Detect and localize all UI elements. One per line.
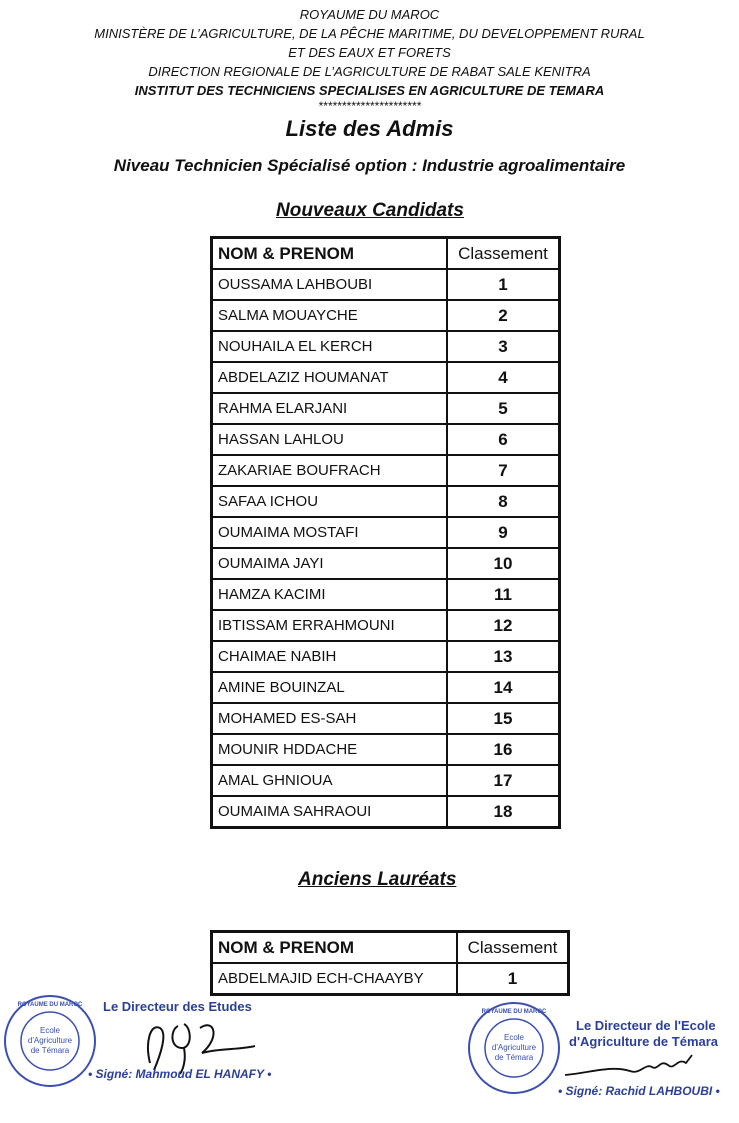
- new-candidates-table: [210, 236, 561, 829]
- stamp-center-line-2: d'Agriculture: [491, 1043, 537, 1052]
- student-rank: 13: [447, 641, 559, 672]
- student-rank: 11: [447, 579, 559, 610]
- student-name: OUSSAMA LAHBOUBI: [212, 269, 447, 300]
- stamp-center-line-2: d'Agriculture: [27, 1036, 73, 1045]
- right-signatory-title-2: d'Agriculture de Témara: [569, 1034, 719, 1049]
- table-row: [212, 765, 559, 796]
- letterhead: [0, 5, 739, 112]
- former-graduates-table: [210, 930, 570, 996]
- student-rank: 1: [447, 269, 559, 300]
- page-subtitle: Niveau Technicien Spécialisé option : Industrie agroalimentaire: [113, 156, 626, 175]
- table-row: [212, 424, 559, 455]
- right-signatory-title-1: Le Directeur de l'Ecole: [576, 1018, 716, 1033]
- left-signatory-title: Le Directeur des Etudes: [103, 999, 252, 1014]
- table-row: [212, 393, 559, 424]
- stamp-center-line-3: de Témara: [30, 1046, 70, 1055]
- table-row: [212, 362, 559, 393]
- student-name: OUMAIMA JAYI: [212, 548, 447, 579]
- student-rank: 4: [447, 362, 559, 393]
- table-row: [212, 455, 559, 486]
- left-signed-name-text: Signé: Mahmoud EL HANAFY: [95, 1067, 264, 1081]
- student-name: OUMAIMA MOSTAFI: [212, 517, 447, 548]
- student-rank: 18: [447, 796, 559, 827]
- stamp-top-text: ROYAUME DU MAROC: [17, 1002, 83, 1008]
- table-row: [212, 672, 559, 703]
- former-graduates-heading: Anciens Lauréats: [298, 869, 457, 890]
- student-name: SALMA MOUAYCHE: [212, 300, 447, 331]
- student-rank: 1: [457, 963, 568, 994]
- table-row: [212, 703, 559, 734]
- table-row: [212, 641, 559, 672]
- column-header-name: NOM & PRENOM: [212, 238, 447, 269]
- student-name: HAMZA KACIMI: [212, 579, 447, 610]
- stamp-top-text: ROYAUME DU MAROC: [481, 1009, 547, 1015]
- regional-direction-line: DIRECTION REGIONALE DE L’AGRICULTURE DE RABAT SALE KENITRA: [148, 64, 591, 79]
- table-row: [212, 734, 559, 765]
- stamp-center-line-1: Ecole: [503, 1033, 525, 1042]
- student-name: NOUHAILA EL KERCH: [212, 331, 447, 362]
- institute-line: INSTITUT DES TECHNICIENS SPECIALISES EN AGRICULTURE DE TEMARA: [134, 83, 605, 98]
- table-header-row: [212, 238, 559, 269]
- ministry-line: MINISTÈRE DE L’AGRICULTURE, DE LA PÊCHE MARITIME, DU DEVELOPPEMENT RURAL: [94, 26, 645, 41]
- page-title: Liste des Admis: [285, 116, 454, 141]
- student-name: ABDELMAJID ECH-CHAAYBY: [212, 963, 457, 994]
- table-row: [212, 796, 559, 827]
- stamp-center-line-1: Ecole: [39, 1026, 61, 1035]
- student-rank: 8: [447, 486, 559, 517]
- student-rank: 3: [447, 331, 559, 362]
- table-row: [212, 517, 559, 548]
- student-name: ZAKARIAE BOUFRACH: [212, 455, 447, 486]
- table-row: [212, 963, 568, 994]
- column-header-rank: Classement: [447, 238, 559, 269]
- student-name: AMAL GHNIOUA: [212, 765, 447, 796]
- ministry-line-2: ET DES EAUX ET FORETS: [288, 45, 451, 60]
- table-row: [212, 548, 559, 579]
- student-rank: 6: [447, 424, 559, 455]
- student-name: AMINE BOUINZAL: [212, 672, 447, 703]
- table-row: [212, 579, 559, 610]
- left-school-stamp: [2, 993, 98, 1089]
- kingdom-line: ROYAUME DU MAROC: [299, 7, 440, 22]
- table-row: [212, 269, 559, 300]
- student-name: HASSAN LAHLOU: [212, 424, 447, 455]
- stamp-center-line-3: de Témara: [494, 1053, 534, 1062]
- left-signed-name: • Signé: Mahmoud EL HANAFY •: [88, 1067, 272, 1081]
- stars-divider: **********************: [318, 99, 421, 113]
- right-signed-name-text: Signé: Rachid LAHBOUBI: [565, 1084, 713, 1098]
- student-name: OUMAIMA SAHRAOUI: [212, 796, 447, 827]
- student-name: ABDELAZIZ HOUMANAT: [212, 362, 447, 393]
- table-row: [212, 300, 559, 331]
- new-candidates-heading: Nouveaux Candidats: [276, 200, 464, 221]
- student-rank: 12: [447, 610, 559, 641]
- student-rank: 17: [447, 765, 559, 796]
- student-rank: 16: [447, 734, 559, 765]
- student-name: SAFAA ICHOU: [212, 486, 447, 517]
- right-handwritten-signature: [560, 1045, 700, 1085]
- column-header-rank: Classement: [457, 932, 568, 963]
- student-rank: 5: [447, 393, 559, 424]
- student-rank: 7: [447, 455, 559, 486]
- student-rank: 2: [447, 300, 559, 331]
- column-header-name: NOM & PRENOM: [212, 932, 457, 963]
- student-name: MOHAMED ES-SAH: [212, 703, 447, 734]
- table-row: [212, 486, 559, 517]
- table-row: [212, 331, 559, 362]
- student-rank: 15: [447, 703, 559, 734]
- student-name: RAHMA ELARJANI: [212, 393, 447, 424]
- right-signed-name: • Signé: Rachid LAHBOUBI •: [558, 1084, 720, 1098]
- student-name: CHAIMAE NABIH: [212, 641, 447, 672]
- table-header-row: [212, 932, 568, 963]
- student-name: MOUNIR HDDACHE: [212, 734, 447, 765]
- table-row: [212, 610, 559, 641]
- student-rank: 10: [447, 548, 559, 579]
- right-school-stamp: [466, 1000, 562, 1096]
- student-rank: 9: [447, 517, 559, 548]
- student-rank: 14: [447, 672, 559, 703]
- student-name: IBTISSAM ERRAHMOUNI: [212, 610, 447, 641]
